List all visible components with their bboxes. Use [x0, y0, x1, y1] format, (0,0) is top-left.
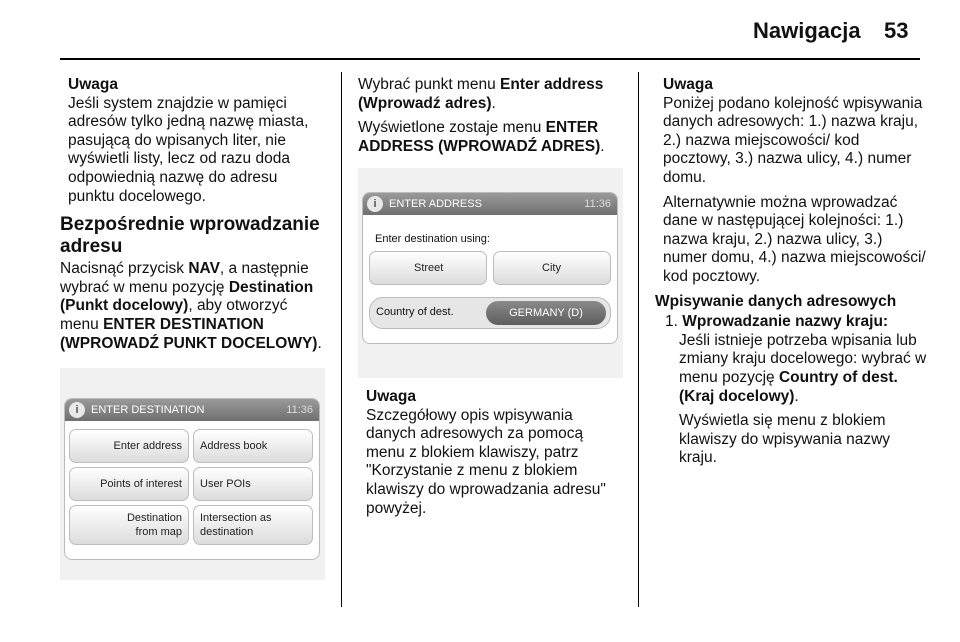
note-text: Alternatywnie można wprowadzać dane w następującej kolejności: 1.) nazwa kraju, 2.) nazwa ulicy, 3.) numer domu, 4.) nazwa miejscowości/ kod pocztowy. [663, 193, 926, 285]
note-text: Jeśli system znajdzie w pamięci adresów tylko jedną nazwę miasta, pasującą do wpisanych liter, nie wyświetli listy, lecz od razu doda odpowiednią nazwę do adresu punktu docelowego. [68, 94, 309, 205]
column-3 [655, 76, 930, 474]
note-box [358, 388, 623, 518]
item-body [655, 332, 930, 468]
info-icon: i [69, 402, 85, 418]
paragraph: Wybrać punkt menu Enter address (Wprowadź adres). [358, 76, 604, 112]
clock: 11:36 [286, 404, 313, 416]
paragraph: Wyświetlone zostaje menu ENTER ADDRESS (WPROWADŹ ADRES). [358, 119, 605, 155]
paragraph: Nacisnąć przycisk NAV, a następnie wybrać w menu pozycję Destination (Punkt docelowy), aby otworzyć menu ENTER DESTINATION (WPROWADŹ PUNKT DOCELOWY). [60, 260, 322, 352]
street-button[interactable]: Street [369, 251, 487, 285]
note-title: Uwaga [366, 388, 416, 405]
item-number: 1. [665, 313, 678, 331]
screen-header [65, 399, 319, 421]
note-title: Uwaga [68, 76, 118, 93]
clock: 11:36 [584, 198, 611, 210]
column-2 [358, 76, 623, 162]
country-field[interactable] [369, 297, 611, 329]
note-box [60, 76, 325, 206]
country-label: Country of dest. [376, 306, 454, 318]
prompt-label: Enter destination using: [375, 233, 490, 245]
note-text: Poniżej podano kolejność wpisywania danych adresowych: 1.) nazwa kraju, 2.) nazwa miejscowości/ kod pocztowy, 3.) nazwa ulicy, 4.) numer domu. [663, 94, 923, 186]
city-button[interactable]: City [493, 251, 611, 285]
destination-from-map-button[interactable]: Destination from map [69, 505, 189, 545]
points-of-interest-button[interactable]: Points of interest [69, 467, 189, 501]
screen-title: ENTER DESTINATION [91, 404, 205, 416]
enter-address-button[interactable]: Enter address [69, 429, 189, 463]
column-divider-2 [638, 72, 639, 607]
numbered-item [655, 313, 930, 332]
section-heading: Wpisywanie danych adresowych [655, 292, 897, 310]
header-rule [60, 58, 920, 60]
enter-address-screen [362, 192, 618, 344]
paragraph: Wyświetla się menu z blokiem klawiszy do wpisywania nazwy kraju. [679, 412, 891, 467]
screenshot-panel-destination [60, 368, 325, 580]
country-value[interactable]: GERMANY (D) [486, 301, 606, 325]
paragraph: Jeśli istnieje potrzeba wpisania lub zmiany kraju docelowego: wybrać w menu pozycję Country of dest. (Kraj docelowy). [679, 331, 927, 405]
screen-title: ENTER ADDRESS [389, 198, 482, 210]
page-number: 53 [884, 18, 909, 43]
note-text: Szczegółowy opis wpisywania danych adresowych za pomocą menu z blokiem klawiszy, patrz "Korzystanie z menu z blokiem klawiszy do wprowadzania adresu" powyżej. [366, 406, 606, 517]
column-2-note [358, 388, 623, 518]
enter-destination-screen [64, 398, 320, 560]
note-box [655, 76, 930, 287]
column-divider-1 [341, 72, 342, 607]
section-heading: Bezpośrednie wprowadzanie adresu [60, 214, 320, 258]
note-title: Uwaga [663, 76, 713, 93]
address-book-button[interactable]: Address book [193, 429, 313, 463]
item-label: Wprowadzanie nazwy kraju: [682, 313, 889, 331]
page-header-title: Nawigacja [753, 18, 861, 43]
screen-header [363, 193, 617, 215]
screenshot-panel-address [358, 168, 623, 378]
intersection-as-destination-button[interactable]: Intersection as destination [193, 505, 313, 545]
user-pois-button[interactable]: User POIs [193, 467, 313, 501]
info-icon: i [367, 196, 383, 212]
column-1 [60, 76, 325, 353]
